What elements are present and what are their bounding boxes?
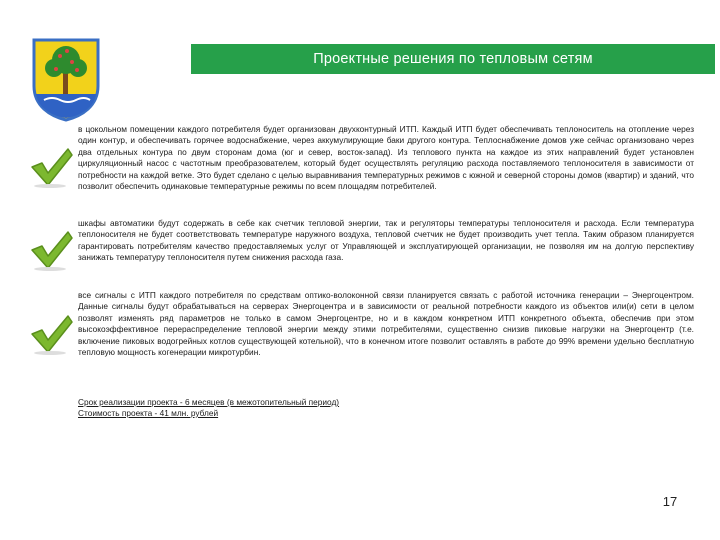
paragraph-itp-dual-circuit: в цокольном помещении каждого потребителя будет организован двухконтурный ИТП. Каждый ИТП будет обеспечивать теплоноситель на отопление через один контур, и обеспечивать горячее водоснабжение, через аккумулирующие баки другого контура. Теплоснабжение домов уже сейчас организовано через два отдельных контура по двум сторонам дома (юг и север, восток-запад). Из теплового пункта на каждое из этих направлений будет установлен циркуляционный насос с частотным преобразователем, который будет осуществлять регуляцию расхода поставляемого теплоносителя в зависимости от потребности на каждой ветке. Это будет сделано с целью выравнивания температурных режимов с южной и северной стороны домов (квартир) и зданий, что позволит обеспечить одинаковые температурные режимы по всем площадям потребителей. <box>78 124 694 192</box>
project-duration: Срок реализации проекта - 6 месяцев (в межотопительный период) <box>78 397 340 407</box>
coat-of-arms-icon <box>30 36 102 122</box>
paragraph-automation-cabinets: шкафы автоматики будут содержать в себе как счетчик тепловой энергии, так и регуляторы температуры теплоносителя и расхода. Если температура теплоносителя не будет соответствовать температуре наружного воздуха, тепловой счетчик не будет производить учет тепла. Таким образом планируется гарантировать потребителям качество предоставляемых услуг от Управляющей и эксплуатирующей организации, не позволяя им на долгую перспективу занижать температуру теплоносителя путем снижения расхода газа. <box>78 218 694 263</box>
page-number: 17 <box>662 494 678 509</box>
checkmark-icon <box>28 145 74 189</box>
title-bar <box>191 44 715 74</box>
project-cost: Стоимость проекта - 41 млн. рублей <box>78 408 219 418</box>
paragraph-fiber-signals: все сигналы с ИТП каждого потребителя по средствам оптико-волоконной связи планируется связать с работой источника генерации – Энергоцентром. Данные сигналы будут обрабатываться на серверах Энергоцентра и в зависимости от реальной потребности каждого из объектов или(и) сети в целом позволят изменять ряд параметров не только в самом Энергоцентре, но и в каждом конкретном ИТП конкретного объекта, обеспечив при этом высокоэффективное перераспределение тепловой энергии между этими потребителями, существенно снизив пиковые нагрузки на Энергоцентр (т.е. включение пиковых водогрейных котлов существующей котельной), что в конечном итоге позволит оставлять в работе до 99% времени удельно бесплатную тепловую мощность когенерации микротурбин. <box>78 290 694 358</box>
page-title: Проектные решения по тепловым сетям <box>313 51 593 67</box>
checkmark-icon <box>28 312 74 356</box>
checkmark-icon <box>28 228 74 272</box>
